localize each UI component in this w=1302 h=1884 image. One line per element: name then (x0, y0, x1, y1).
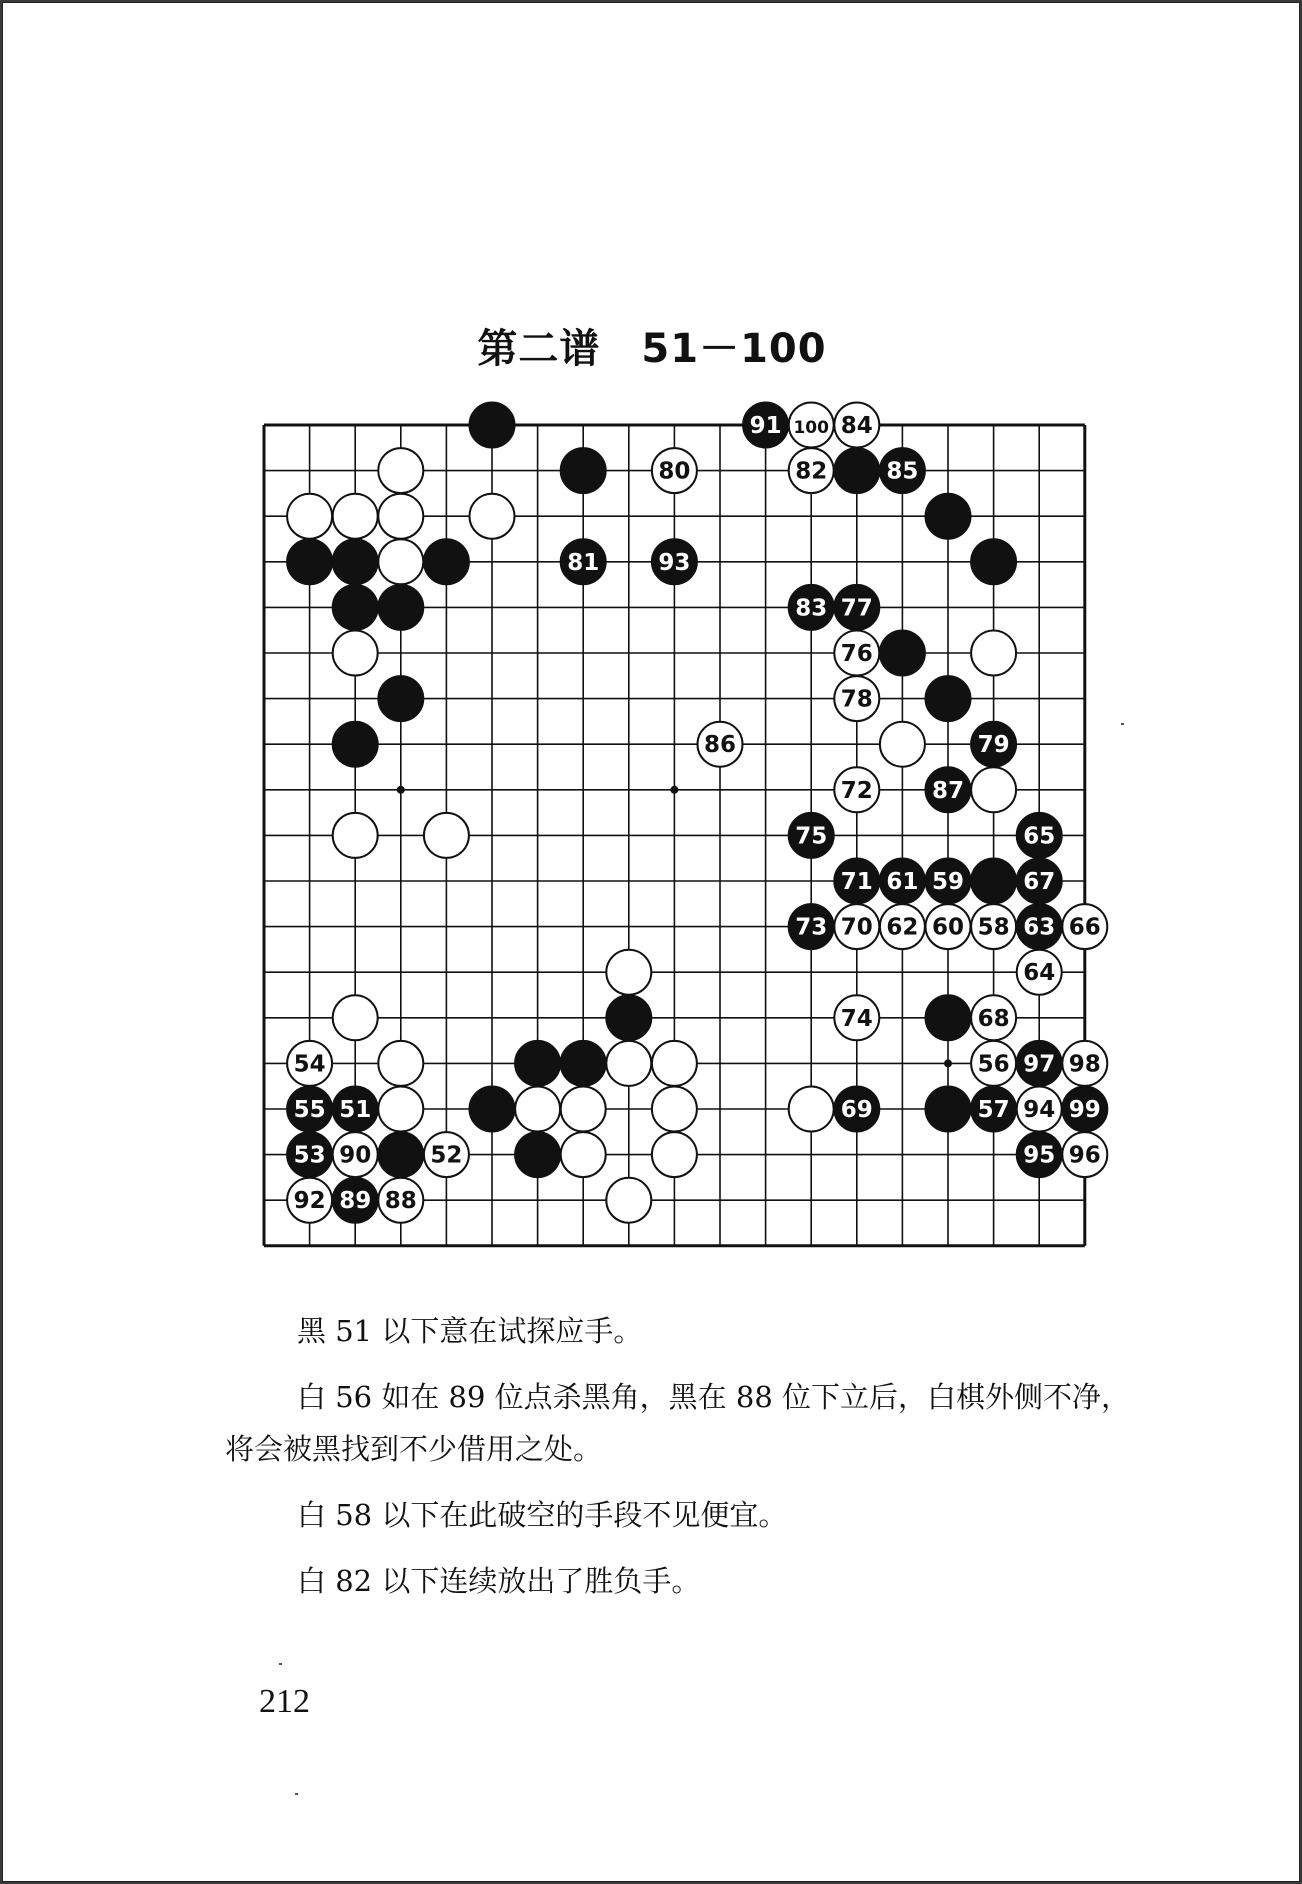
move-number: 88 (384, 1188, 417, 1215)
star-point (397, 786, 405, 794)
white-stone (971, 767, 1016, 812)
move-number: 77 (840, 595, 873, 622)
white-stone (378, 1087, 423, 1132)
white-stone (287, 494, 332, 539)
black-stone (515, 1041, 560, 1086)
white-stone (378, 1041, 423, 1086)
black-stone (606, 995, 651, 1040)
black-stone (424, 539, 469, 584)
black-stone (926, 494, 971, 539)
move-number: 83 (795, 595, 828, 622)
commentary-paragraph-2: 白 56 如在 89 位点杀黑角，黑在 88 位下立后，白棋外侧不净，将会被黑找到不少借用之处。 (225, 1380, 1131, 1466)
black-stone (834, 448, 879, 493)
black-stone (333, 722, 378, 767)
move-number: 60 (931, 914, 965, 941)
book-page (2, 2, 1300, 1882)
move-number: 76 (840, 641, 873, 667)
commentary (225, 1305, 1145, 1621)
black-stone (470, 1087, 515, 1132)
move-number: 90 (339, 1142, 372, 1169)
move-number: 57 (977, 1097, 1010, 1123)
go-board-diagram (248, 401, 1101, 1251)
white-stone (652, 1087, 697, 1132)
black-stone (515, 1132, 560, 1177)
black-stone (561, 448, 606, 493)
white-stone (378, 494, 423, 539)
white-stone (789, 1087, 834, 1132)
move-number: 89 (339, 1188, 372, 1215)
move-number: 95 (1023, 1142, 1056, 1169)
white-stone (333, 631, 378, 676)
white-stone (606, 950, 651, 995)
move-number: 73 (795, 914, 828, 941)
move-number: 71 (840, 869, 873, 895)
black-stone (378, 585, 423, 630)
commentary-paragraph-1: 黑 51 以下意在试探应手。 (297, 1314, 643, 1348)
black-stone (470, 403, 515, 448)
black-stone (378, 676, 423, 721)
star-point (670, 786, 678, 794)
move-number: 99 (1068, 1097, 1101, 1123)
commentary-paragraph-4: 白 82 以下连续放出了胜负手。 (297, 1564, 701, 1598)
scan-speck (279, 1663, 282, 1665)
move-number: 81 (567, 549, 600, 576)
scan-speck (295, 1793, 298, 1795)
move-number: 65 (1023, 823, 1056, 850)
move-number: 67 (1023, 869, 1056, 895)
move-number: 61 (886, 869, 919, 895)
black-stone (333, 585, 378, 630)
move-number: 79 (977, 732, 1010, 759)
scan-speck (1121, 723, 1124, 725)
move-number: 74 (840, 1005, 873, 1032)
move-number: 97 (1023, 1051, 1056, 1078)
white-stone (652, 1041, 697, 1086)
star-point (944, 1059, 952, 1067)
move-number: 56 (977, 1051, 1010, 1078)
move-number: 54 (293, 1051, 326, 1078)
black-stone (926, 1087, 971, 1132)
diagram-title: 第二谱 51－100 (477, 326, 827, 372)
white-stone (470, 494, 515, 539)
move-number: 63 (1023, 914, 1056, 941)
move-number: 53 (293, 1142, 326, 1169)
move-number: 93 (658, 549, 691, 576)
move-number: 69 (840, 1097, 873, 1123)
move-number: 70 (840, 914, 873, 941)
move-number: 66 (1068, 914, 1101, 941)
page-number: 212 (259, 1683, 310, 1720)
white-stone (561, 1087, 606, 1132)
white-stone (333, 494, 378, 539)
black-stone (880, 631, 925, 676)
move-number: 92 (293, 1188, 326, 1215)
move-number: 86 (703, 732, 737, 759)
white-stone (333, 813, 378, 858)
move-number: 51 (339, 1097, 372, 1123)
black-stone (378, 1132, 423, 1177)
black-stone (333, 539, 378, 584)
black-stone (287, 539, 332, 584)
black-stone (926, 676, 971, 721)
white-stone (880, 722, 925, 767)
white-stone (606, 1178, 651, 1223)
move-number: 87 (931, 777, 965, 804)
white-stone (424, 813, 469, 858)
move-number: 85 (886, 458, 919, 485)
move-number: 59 (931, 869, 965, 895)
black-stone (971, 859, 1016, 904)
move-number: 64 (1023, 960, 1056, 987)
move-number: 52 (430, 1142, 463, 1169)
white-stone (971, 631, 1016, 676)
move-number: 75 (795, 823, 828, 850)
move-number: 96 (1068, 1142, 1101, 1169)
white-stone (606, 1041, 651, 1086)
move-number: 84 (840, 413, 873, 439)
move-number: 94 (1023, 1097, 1056, 1123)
white-stone (378, 448, 423, 493)
white-stone (561, 1132, 606, 1177)
move-number: 62 (886, 914, 919, 941)
move-number: 55 (293, 1097, 326, 1123)
move-number: 68 (977, 1005, 1010, 1032)
black-stone (561, 1041, 606, 1086)
white-stone (515, 1087, 560, 1132)
commentary-paragraph-3: 白 58 以下在此破空的手段不见便宜。 (297, 1498, 788, 1532)
white-stone (333, 995, 378, 1040)
move-number: 91 (749, 413, 782, 439)
move-number: 72 (840, 777, 873, 804)
move-number: 58 (977, 914, 1010, 941)
move-number: 82 (795, 458, 828, 485)
white-stone (378, 539, 423, 584)
move-number: 80 (658, 458, 691, 485)
move-number: 98 (1068, 1051, 1101, 1078)
move-number: 100 (793, 418, 829, 438)
black-stone (926, 995, 971, 1040)
move-number: 78 (840, 686, 873, 713)
white-stone (652, 1132, 697, 1177)
black-stone (971, 539, 1016, 584)
